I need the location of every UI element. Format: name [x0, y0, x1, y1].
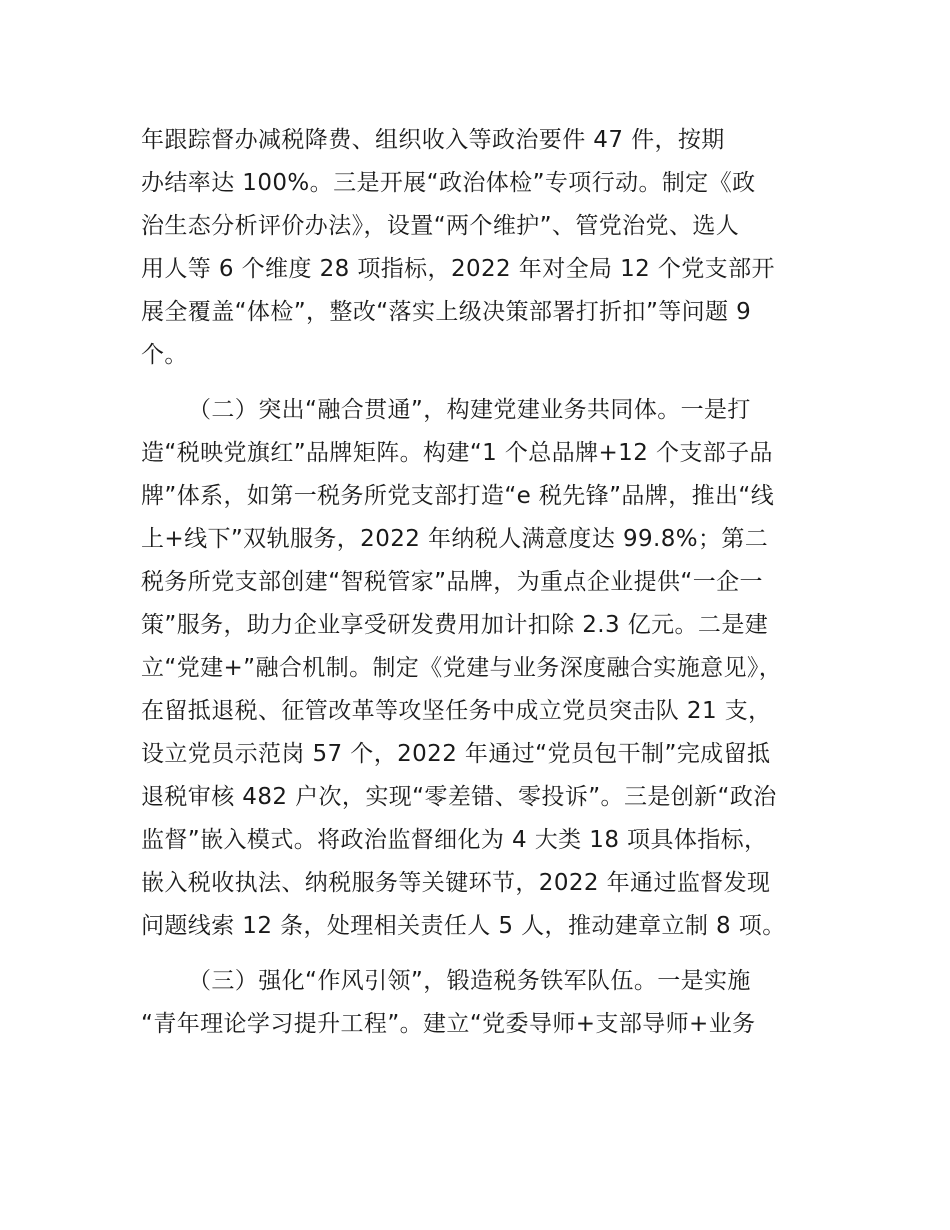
text-line-9: 牌”体系，如第一税务所党支部打造“e 税先锋”品牌，推出“线 [141, 483, 775, 509]
text-line-17: 监督”嵌入模式。将政治监督细化为 4 大类 18 项具体指标， [141, 827, 768, 853]
section-two-heading-line: （二）突出“融合贯通”，构建党建业务共同体。一是打 [188, 397, 751, 423]
text-line-18: 嵌入税收执法、纳税服务等关键环节，2022 年通过监督发现 [141, 870, 771, 896]
text-line-1: 年跟踪督办减税降费、组织收入等政治要件 47 件，按期 [141, 127, 725, 153]
text-line-15: 设立党员示范岗 57 个，2022 年通过“党员包干制”完成留抵 [141, 741, 771, 767]
text-line-11: 税务所党支部创建“智税管家”品牌，为重点企业提供“一企一 [141, 569, 763, 595]
text-line-2: 办结率达 100%。三是开展“政治体检”专项行动。制定《政 [141, 170, 756, 196]
text-line-19: 问题线索 12 条，处理相关责任人 5 人，推动建章立制 8 项。 [141, 913, 786, 939]
text-line-12: 策”服务，助力企业享受研发费用加计扣除 2.3 亿元。二是建 [141, 612, 769, 638]
text-line-10: 上+线下”双轨服务，2022 年纳税人满意度达 99.8%；第二 [141, 526, 769, 552]
text-line-3: 治生态分析评价办法》，设置“两个维护”、管党治党、选人 [141, 213, 740, 239]
text-line-14: 在留抵退税、征管改革等攻坚任务中成立党员突击队 21 支， [141, 698, 772, 724]
text-line-16: 退税审核 482 户次，实现“零差错、零投诉”。三是创新“政治 [141, 784, 777, 810]
text-line-6: 个。 [141, 342, 188, 368]
text-line-13: 立“党建+”融合机制。制定《党建与业务深度融合实施意见》， [141, 655, 783, 681]
text-line-8: 造“税映党旗红”品牌矩阵。构建“1 个总品牌+12 个支部子品 [141, 440, 773, 466]
section-three-heading-line: （三）强化“作风引领”，锻造税务铁军队伍。一是实施 [188, 968, 751, 994]
text-line-4: 用人等 6 个维度 28 项指标，2022 年对全局 12 个党支部开 [141, 256, 775, 282]
text-line-5: 展全覆盖“体检”，整改“落实上级决策部署打折扣”等问题 9 [141, 299, 752, 325]
text-line-21: “青年理论学习提升工程”。建立“党委导师+支部导师+业务 [141, 1011, 756, 1037]
